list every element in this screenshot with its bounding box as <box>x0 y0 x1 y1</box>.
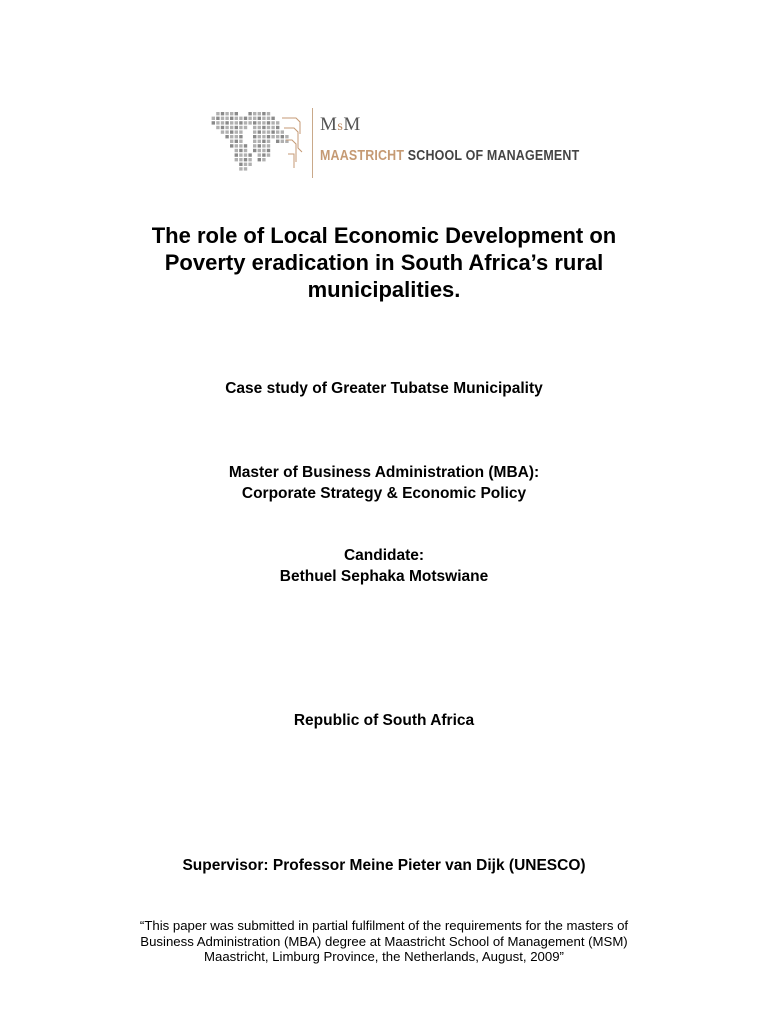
candidate-block <box>0 545 768 587</box>
degree-program <box>0 462 768 504</box>
logo-monogram-left: M <box>320 114 338 135</box>
degree-line: Master of Business Administration (MBA): <box>228 464 540 481</box>
school-logo <box>204 104 580 184</box>
logo-monogram-right: M <box>343 114 361 135</box>
submission-statement <box>110 918 658 965</box>
logo-divider <box>312 108 313 178</box>
country: Republic of South Africa <box>293 712 475 729</box>
degree-line: Corporate Strategy & Economic Policy <box>241 485 527 502</box>
logo-monogram-mid: s <box>337 119 344 134</box>
thesis-title <box>120 222 648 303</box>
supervisor: Supervisor: Professor Meine Pieter van Dijk (UNESCO) <box>182 857 586 874</box>
thesis-title-line: Poverty eradication in South Africa’s rural <box>164 250 604 275</box>
thesis-title-line: The role of Local Economic Development on <box>151 223 617 248</box>
candidate-label: Candidate: <box>343 547 425 564</box>
statement-line: Maastricht, Limburg Province, the Netherlands, August, 2009” <box>204 949 564 964</box>
logo-school-name <box>320 148 579 164</box>
thesis-subtitle: Case study of Greater Tubatse Municipality <box>225 380 543 397</box>
statement-line: Business Administration (MBA) degree at Maastricht School of Management (MSM) <box>140 933 628 949</box>
statement-line: “This paper was submitted in partial fulfilment of the requirements for the masters of <box>139 918 629 933</box>
candidate-name: Bethuel Sephaka Motswiane <box>279 568 489 585</box>
thesis-title-line: municipalities. <box>307 277 461 302</box>
logo-monogram <box>320 114 361 136</box>
logo-name-accent: MAASTRICHT <box>320 148 405 164</box>
logo-name-rest: SCHOOL OF MANAGEMENT <box>407 148 580 164</box>
world-map-dots-icon <box>204 104 308 184</box>
